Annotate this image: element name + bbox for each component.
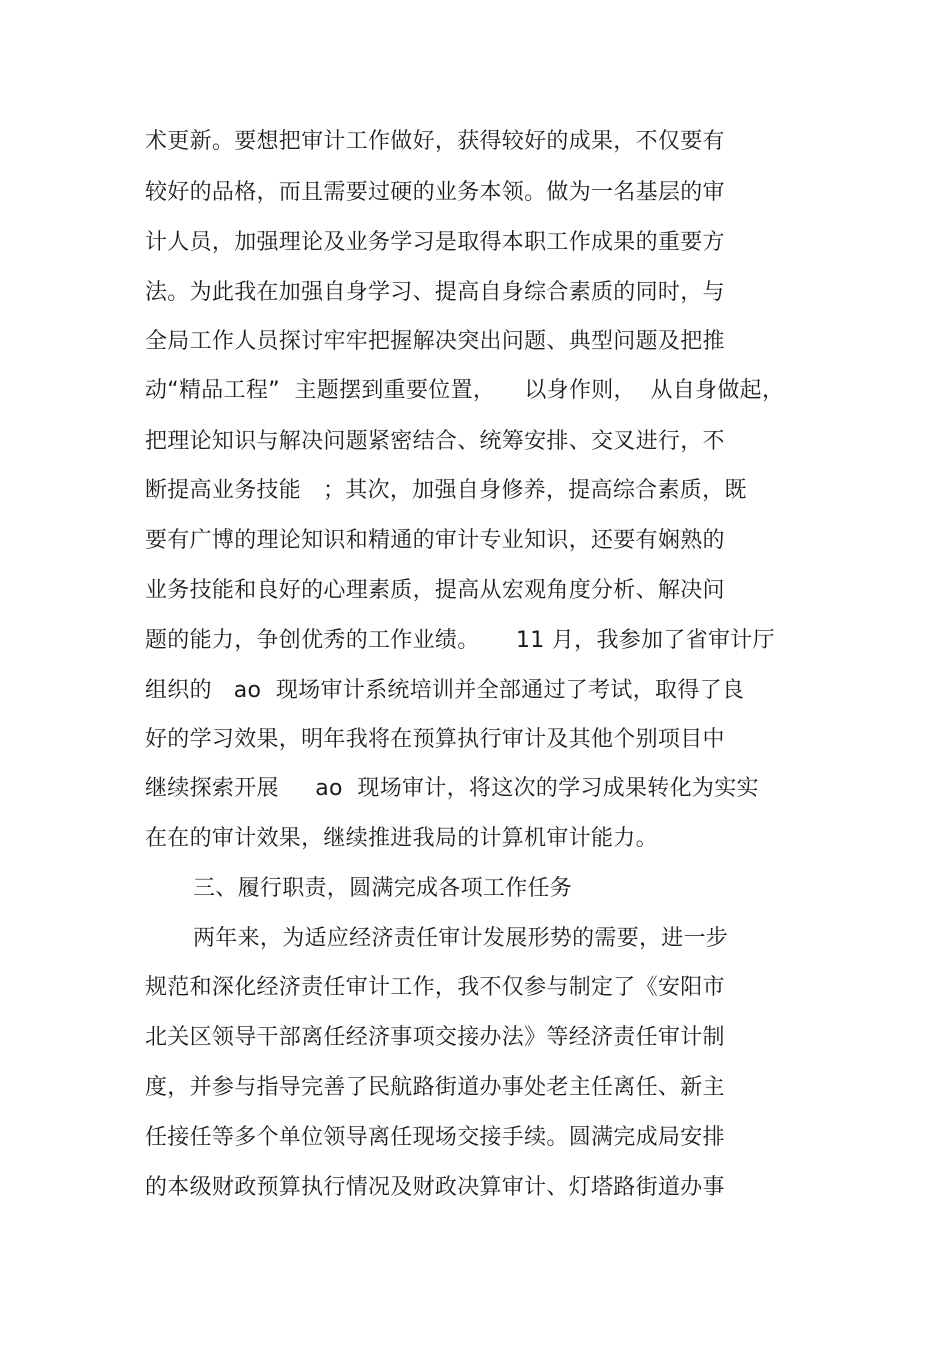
text-line: 把理论知识与解决问题紧密结合、统筹安排、交叉进行，不	[145, 429, 725, 454]
text-line: 较好的品格，而且需要过硬的业务本领。做为一名基层的审	[145, 180, 725, 205]
text-line: 题的能力，争创优秀的工作业绩。 11 月，我参加了省审计厅	[145, 628, 775, 653]
text-line: 全局工作人员探讨牢牢把握解决突出问题、典型问题及把推	[145, 329, 725, 354]
text-line: 继续探索开展 ao 现场审计，将这次的学习成果转化为实实	[145, 776, 759, 801]
text-line: 术更新。要想把审计工作做好，获得较好的成果，不仅要有	[145, 129, 725, 154]
section-heading: 三、履行职责，圆满完成各项工作任务	[193, 876, 573, 901]
text-line: 组织的 ao 现场审计系统培训并全部通过了考试，取得了良	[145, 678, 745, 703]
text-line: 动“精品工程” 主题摆到重要位置， 以身作则， 从自身做起，	[145, 378, 785, 403]
text-line: 断提高业务技能 ；其次，加强自身修养，提高综合素质，既	[145, 478, 747, 503]
text-line: 法。为此我在加强自身学习、提高自身综合素质的同时，与	[145, 280, 725, 305]
text-line: 规范和深化经济责任审计工作，我不仅参与制定了《安阳市	[145, 975, 725, 1000]
paragraph-first-line: 两年来，为适应经济责任审计发展形势的需要，进一步	[193, 926, 729, 951]
text-line: 任接任等多个单位领导离任现场交接手续。圆满完成局安排	[145, 1125, 725, 1150]
text-line: 好的学习效果，明年我将在预算执行审计及其他个别项目中	[145, 727, 725, 752]
text-line: 北关区领导干部离任经济事项交接办法》等经济责任审计制	[145, 1025, 725, 1050]
text-line: 计人员，加强理论及业务学习是取得本职工作成果的重要方	[145, 230, 725, 255]
text-line: 要有广博的理论知识和精通的审计专业知识，还要有娴熟的	[145, 528, 725, 553]
text-line: 的本级财政预算执行情况及财政决算审计、灯塔路街道办事	[145, 1175, 725, 1200]
text-line: 度，并参与指导完善了民航路街道办事处老主任离任、新主	[145, 1075, 725, 1100]
text-line: 在在的审计效果，继续推进我局的计算机审计能力。	[145, 826, 658, 851]
text-line: 业务技能和良好的心理素质，提高从宏观角度分析、解决问	[145, 578, 725, 603]
